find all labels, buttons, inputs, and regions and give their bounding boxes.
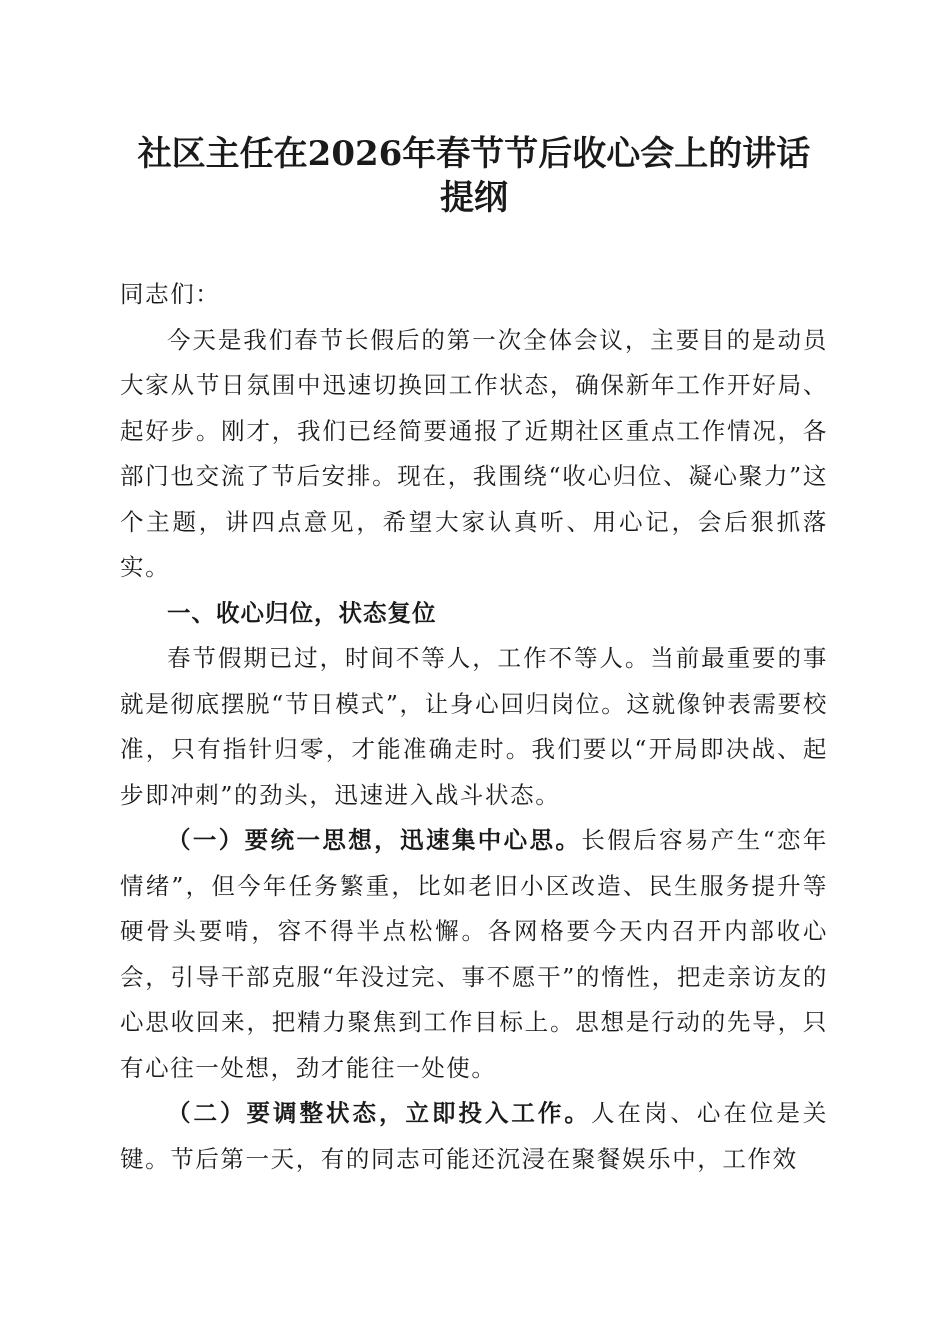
subsection-1-text: 长假后容易产生“恋年情绪”，但今年任务繁重，比如老旧小区改造、民生服务提升等硬骨头要啃，容不得半点松懈。各网格要今天内召开内部收心会，引导干部克服“年没过完、事不愿干”的惰性，把走亲访友的心思收回来，把精力聚焦到工作目标上。思想是行动的先导，只有心往一处想，劲才能往一处使。: [120, 826, 828, 1082]
section-1-heading: 一、收心归位，状态复位: [167, 598, 437, 627]
subsection-2-text: 人在岗、心在位是关键。节后第一天，有的同志可能还沉浸在聚餐娱乐中，工作效: [120, 1099, 828, 1173]
title-line-1: 社区主任在2026年春节节后收心会上的讲话: [137, 134, 811, 174]
salutation: 同志们：: [120, 280, 221, 308]
subsection-1-paragraph: [120, 818, 828, 1091]
document-body: [120, 272, 828, 1182]
subsection-1-lead: （一）要统一思想，迅速集中心思。: [167, 826, 582, 854]
document-title: [120, 132, 828, 220]
intro-paragraph: 今天是我们春节长假后的第一次全体会议，主要目的是动员大家从节日氛围中迅速切换回工作状态，确保新年工作开好局、起好步。刚才，我们已经简要通报了近期社区重点工作情况，各部门也交流了节后安排。现在，我围绕“收心归位、凝心聚力”这个主题，讲四点意见，希望大家认真听、用心记，会后狠抓落实。: [120, 325, 828, 581]
title-line-2: 提纲: [440, 178, 508, 218]
subsection-2-paragraph: [120, 1091, 828, 1182]
section-1-paragraph: 春节假期已过，时间不等人，工作不等人。当前最重要的事就是彻底摆脱“节日模式”，让身心回归岗位。这就像钟表需要校准，只有指针归零，才能准确走时。我们要以“开局即决战、起步即冲刺”的劲头，迅速进入战斗状态。: [120, 644, 828, 809]
subsection-2-lead: （二）要调整状态，立即投入工作。: [167, 1099, 591, 1127]
